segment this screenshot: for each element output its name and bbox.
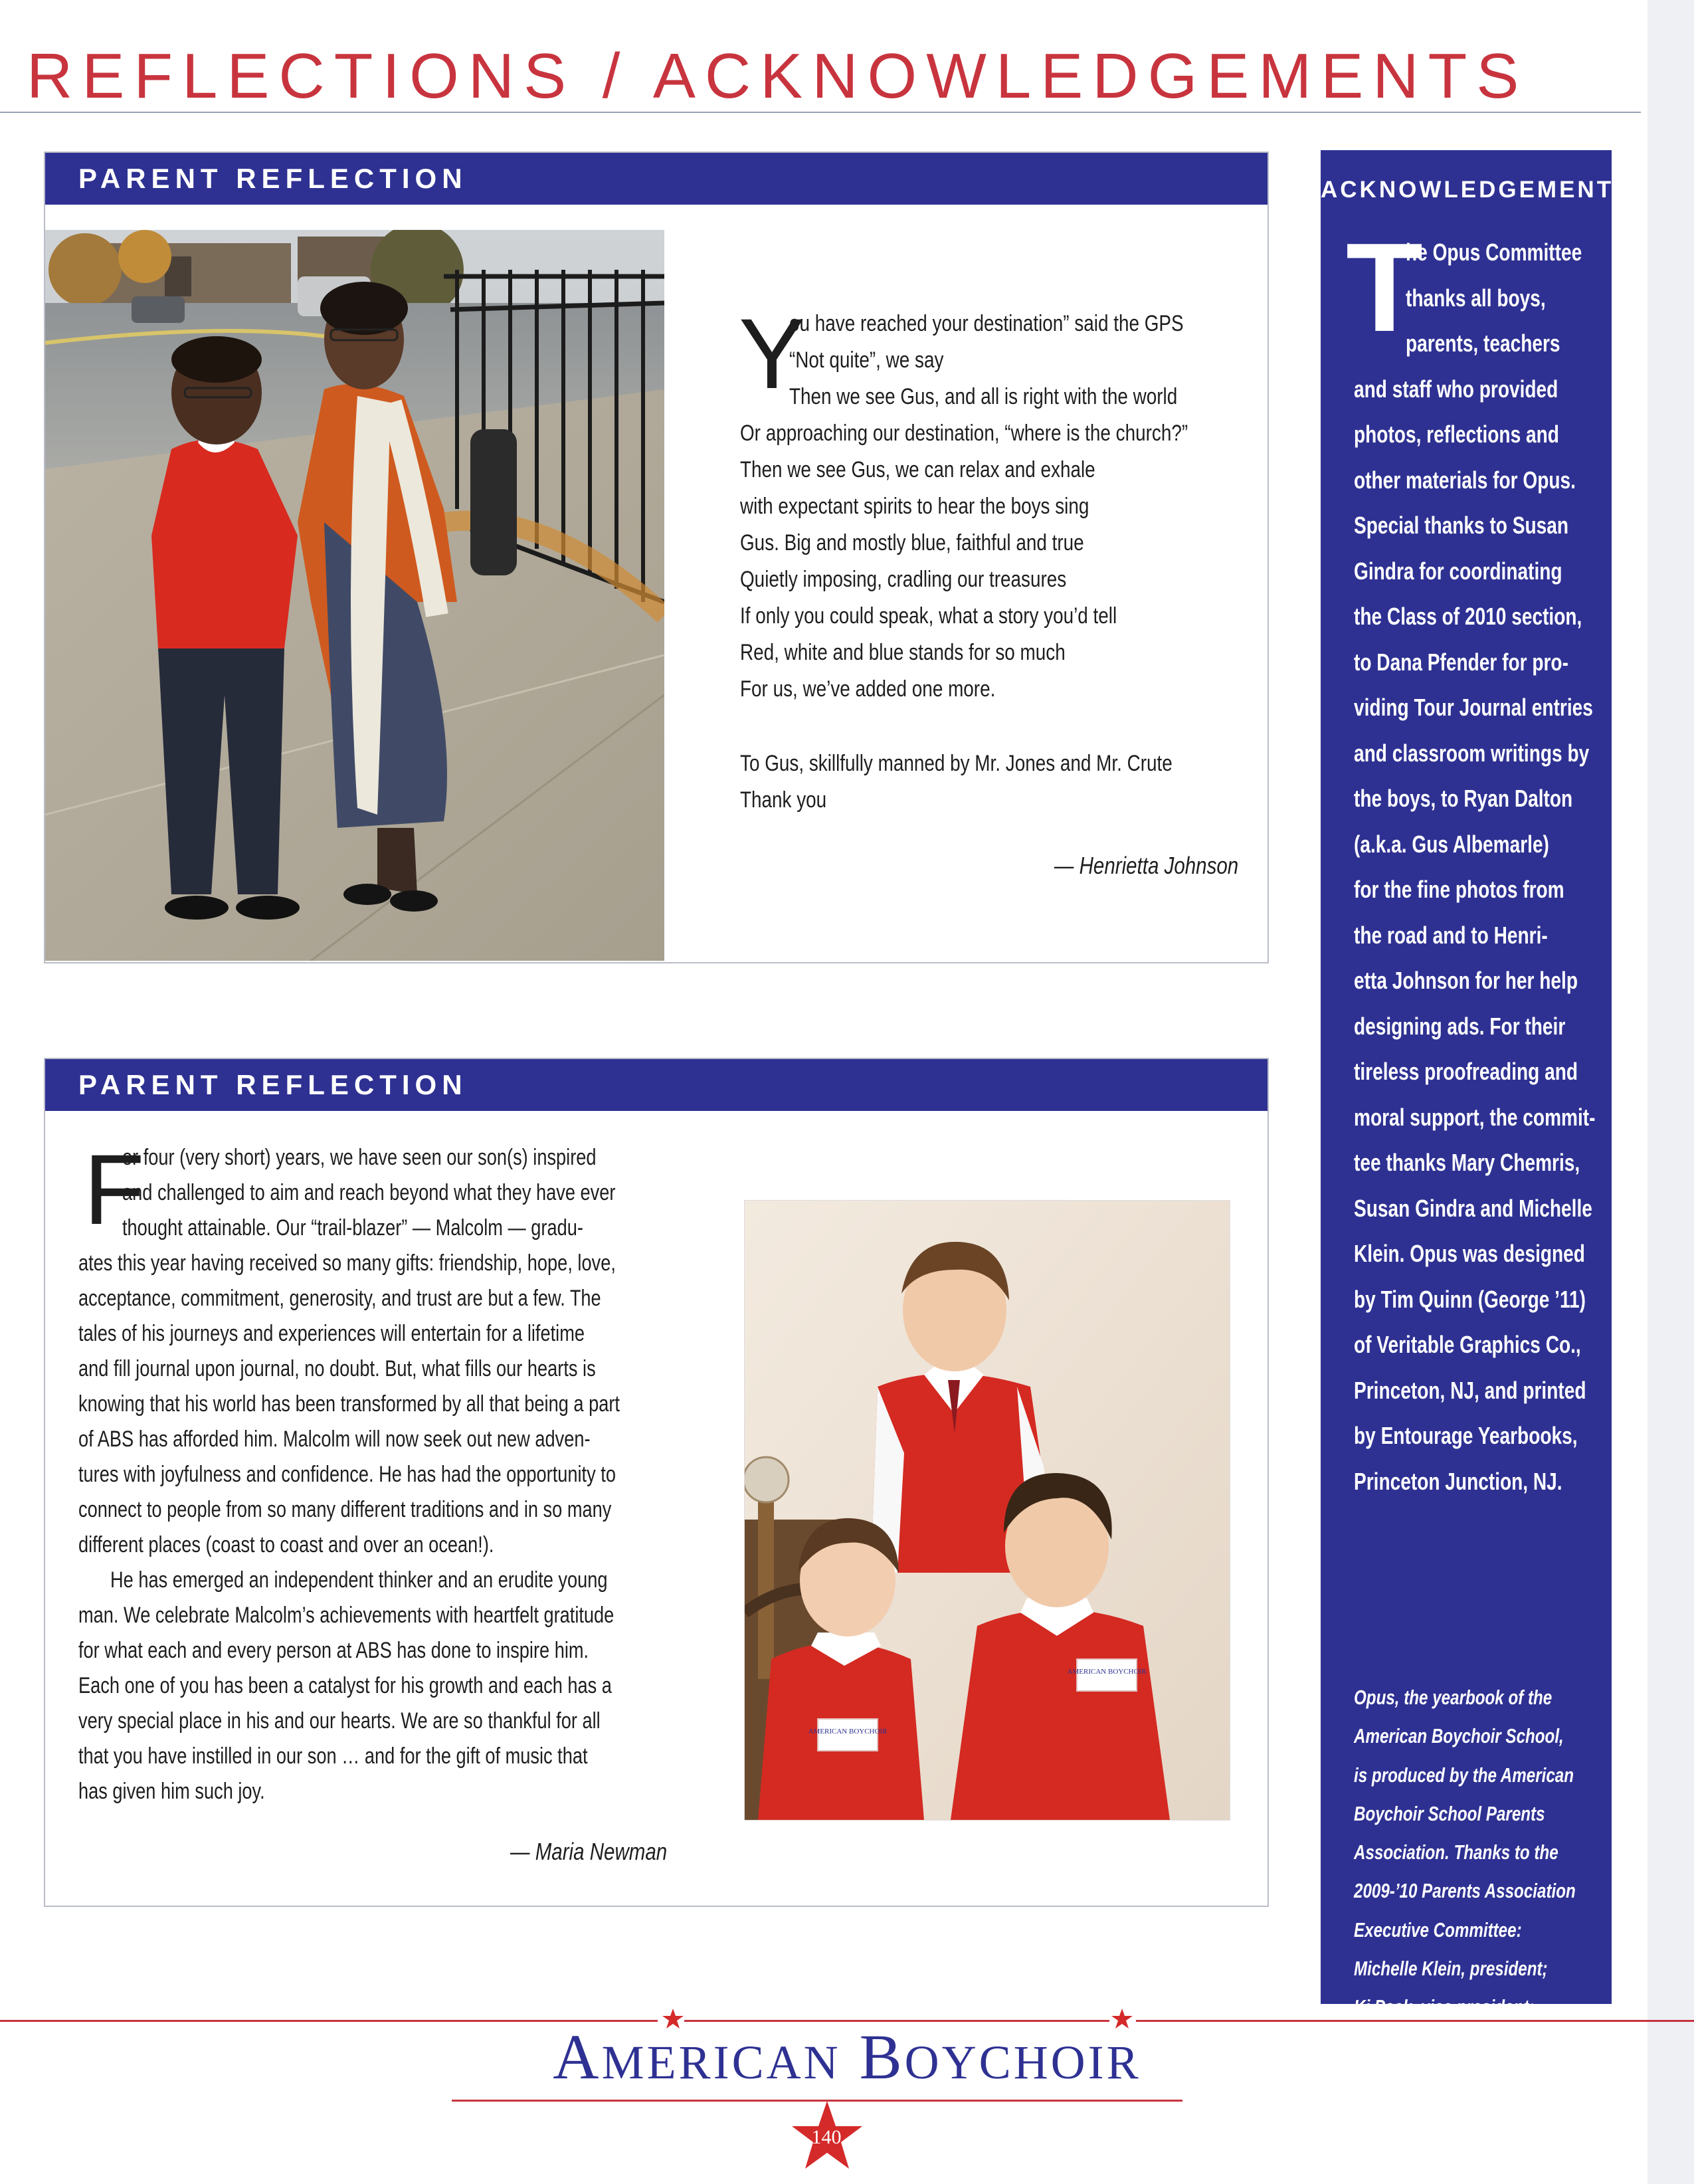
section-heading: PARENT REFLECTION [45, 1059, 1268, 1111]
credit-line: Michelle Klein, president; [1354, 1957, 1548, 1981]
signature-henrietta: — Henrietta Johnson [1054, 852, 1238, 879]
credit-line: American Boychoir School, [1354, 1724, 1564, 1748]
ack-line: he Opus Committee [1406, 239, 1582, 266]
page-edge [1647, 0, 1694, 2184]
ack-line: tee thanks Mary Chemris, [1354, 1149, 1580, 1176]
essay-line: ates this year having received so many gifts: friendship, hope, love, [78, 1250, 616, 1276]
essay-line: or four (very short) years, we have seen our son(s) inspired [122, 1145, 597, 1170]
parent-reflection-1 [44, 151, 1269, 963]
ack-line: Klein. Opus was designed [1354, 1240, 1585, 1267]
poem-line: with expectant spirits to hear the boys sing [740, 494, 1089, 519]
parent-reflection-2 [44, 1058, 1269, 1907]
essay-line: Each one of you has been a catalyst for his growth and each has a [78, 1673, 612, 1698]
credit-line: Tim Quinn, secretary. [1354, 2072, 1517, 2096]
poem-line: ou have reached your destination” said the GPS [789, 311, 1184, 336]
choir-boys-portrait [745, 1201, 1230, 1820]
poem-line: Gus. Big and mostly blue, faithful and true [740, 530, 1084, 555]
essay-line: acceptance, commitment, generosity, and trust are but a few. The [78, 1286, 601, 1311]
essay-line: that you have instilled in our son … and for the gift of music that [78, 1743, 588, 1769]
ack-line: Gindra for coordinating [1354, 557, 1562, 585]
ack-line: Susan Gindra and Michelle [1354, 1194, 1592, 1222]
sweater-badge: AMERICAN BOYCHOIR [1067, 1668, 1147, 1676]
credit-line: Association. Thanks to the [1354, 1840, 1558, 1864]
logo-word: MERICAN [601, 2036, 841, 2089]
credit-line: Ki Paek, vice president; [1354, 1995, 1535, 2019]
poem-line: Then we see Gus, we can relax and exhale [740, 457, 1095, 482]
ack-line: thanks all boys, [1406, 284, 1546, 312]
ack-line: the road and to Henri- [1354, 921, 1548, 949]
poem-line: Quietly imposing, cradling our treasures [740, 567, 1067, 592]
poem-line: “Not quite”, we say [789, 347, 944, 373]
credit-line: Executive Committee: [1354, 1918, 1522, 1941]
essay-dropcap: F [84, 1134, 145, 1245]
essay-line: very special place in his and our hearts. We are so thankful for all [78, 1708, 601, 1734]
poem-closing [740, 745, 1268, 819]
ack-line: and classroom writings by [1354, 739, 1590, 767]
three-boys-photo [744, 1200, 1230, 1821]
acknowledgements-heading: ACKNOWLEDGEMENTS [1321, 177, 1632, 203]
acknowledgements-panel [1321, 150, 1632, 2096]
essay-line: connect to people from so many different traditions and in so many [78, 1497, 612, 1522]
essay-line: tales of his journeys and experiences will entertain for a lifetime [78, 1321, 585, 1346]
credit-line: Shirley Shi, treasurer; [1354, 2034, 1521, 2058]
acknowledgements-text [1354, 230, 1613, 1504]
ack-line: designing ads. For their [1354, 1012, 1566, 1040]
ack-line: by Tim Quinn (George ’11) [1354, 1285, 1586, 1313]
ack-line: photos, reflections and [1354, 421, 1559, 448]
ack-line: for the fine photos from [1354, 876, 1564, 903]
essay-line: and challenged to aim and reach beyond what they have ever [122, 1180, 616, 1205]
essay-line: of ABS has afforded him. Malcolm will now seek out new adven- [78, 1427, 591, 1452]
poem-closing-line: Thank you [740, 787, 827, 813]
essay-line: has given him such joy. [78, 1779, 265, 1804]
logo-letter: B [859, 2021, 905, 2092]
section-heading: PARENT REFLECTION [45, 153, 1268, 205]
poem-dropcap: Y [739, 298, 806, 409]
poem-text-continued [740, 415, 1286, 708]
ack-line: viding Tour Journal entries [1354, 694, 1593, 721]
ack-line: Special thanks to Susan [1354, 512, 1569, 539]
essay-line: different places (coast to coast and over an ocean!). [78, 1532, 494, 1557]
page-number: 140 [811, 2126, 842, 2148]
essay-line: tures with joyfulness and confidence. He has had the opportunity to [78, 1462, 616, 1487]
logo-word: OYCHOIR [904, 2036, 1141, 2089]
essay-line: He has emerged an independent thinker and an erudite young [110, 1567, 608, 1593]
ack-line: etta Johnson for her help [1354, 967, 1578, 994]
signature-maria: — Maria Newman [510, 1838, 668, 1865]
credit-line: 2009-’10 Parents Association [1354, 1879, 1576, 1903]
acknowledgements-dropcap: T [1346, 217, 1424, 358]
essay-text [122, 1140, 739, 1246]
poem-line: Then we see Gus, and all is right with the world [789, 384, 1178, 409]
essay-line: thought attainable. Our “trail-blazer” — Malcolm — gradu- [122, 1215, 583, 1241]
ack-line: by Entourage Yearbooks, [1354, 1422, 1578, 1449]
ack-line: of Veritable Graphics Co., [1354, 1331, 1581, 1358]
poem-closing-line: To Gus, skillfully manned by Mr. Jones and Mr. Crute [740, 751, 1173, 776]
credit-line: is produced by the American [1354, 1763, 1574, 1787]
ack-line: (a.k.a. Gus Albemarle) [1354, 830, 1549, 858]
logo-letter: A [553, 2021, 602, 2092]
essay-line: for what each and every person at ABS has done to inspire him. [78, 1638, 589, 1663]
ack-line: the boys, to Ryan Dalton [1354, 785, 1573, 812]
poem-line: Or approaching our destination, “where is the church?” [740, 421, 1188, 446]
poem-line: If only you could speak, what a story you’d tell [740, 603, 1117, 629]
ack-line: parents, teachers [1406, 330, 1560, 357]
poem-text [789, 306, 1270, 415]
ack-line: to Dana Pfender for pro- [1354, 648, 1568, 676]
poem-line: For us, we’ve added one more. [740, 676, 996, 702]
title-rule [0, 112, 1641, 113]
ack-line: other materials for Opus. [1354, 466, 1576, 494]
ack-line: Princeton Junction, NJ. [1354, 1467, 1562, 1495]
poem-line: Red, white and blue stands for so much [740, 640, 1066, 665]
ack-line: and staff who provided [1354, 375, 1558, 403]
essay-line: and fill journal upon journal, no doubt. But, what fills our hearts is [78, 1356, 596, 1381]
american-boychoir-logo [0, 2020, 1694, 2094]
street-photo-illustration [45, 230, 664, 961]
essay-line: man. We celebrate Malcolm’s achievements with heartfelt gratitude [78, 1603, 614, 1628]
ack-line: tireless proofreading and [1354, 1058, 1578, 1085]
ack-line: the Class of 2010 section, [1354, 603, 1582, 630]
essay-line: knowing that his world has been transformed by all that being a part [78, 1391, 620, 1417]
essay-text-continued [78, 1246, 755, 1809]
credit-line: Boychoir School Parents [1354, 1801, 1545, 1825]
ack-line: Princeton, NJ, and printed [1354, 1376, 1586, 1404]
page-title: REFLECTIONS / ACKNOWLEDGEMENTS [27, 41, 1529, 112]
credit-line: Opus, the yearbook of the [1354, 1686, 1553, 1709]
ack-line: moral support, the commit- [1354, 1103, 1596, 1131]
mother-son-photo [45, 230, 664, 961]
sweater-badge: AMERICAN BOYCHOIR [808, 1728, 888, 1736]
